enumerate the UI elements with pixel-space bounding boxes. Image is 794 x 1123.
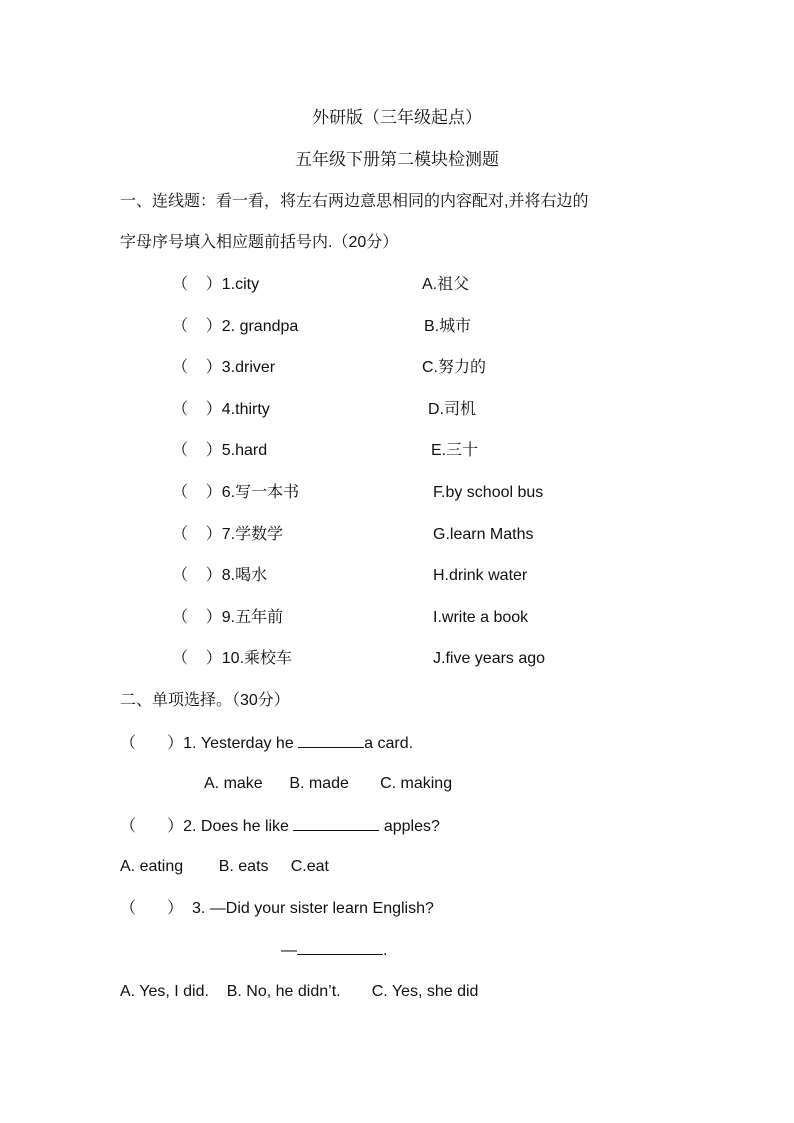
- answer-blank[interactable]: [297, 940, 383, 955]
- match-left-item: （ ）2. grandpa: [172, 318, 299, 335]
- match-left-item: （ ）1.city: [172, 276, 260, 293]
- question-2-text: （ ）2. Does he like: [120, 818, 294, 835]
- match-right-item: E.三十: [431, 442, 479, 459]
- question-1-options: A. make B. made C. making: [204, 775, 453, 792]
- match-right-item: F.by school bus: [433, 484, 544, 501]
- question-1-text: （ ）1. Yesterday he: [120, 735, 299, 752]
- question-2-suffix: apples?: [379, 818, 440, 835]
- match-left-item: （ ）5.hard: [172, 442, 268, 459]
- match-right-item: J.five years ago: [433, 650, 546, 667]
- match-left-item: （ ）8.喝水: [172, 567, 268, 584]
- question-1-suffix: a card.: [364, 735, 414, 752]
- match-left-item: （ ）9.五年前: [172, 609, 284, 626]
- match-left-item: （ ）3.driver: [172, 359, 276, 376]
- question-3: （ ） 3. —Did your sister learn English?: [120, 900, 434, 917]
- title-publisher: 外研版（三年级起点）: [312, 108, 482, 127]
- match-right-item: D.司机: [428, 401, 477, 418]
- question-1: [120, 733, 413, 754]
- match-left-item: （ ）10.乘校车: [172, 650, 293, 667]
- match-right-item: B.城市: [424, 318, 472, 335]
- period: .: [383, 942, 388, 959]
- question-3-options: A. Yes, I did. B. No, he didn’t. C. Yes, she did: [120, 983, 479, 1000]
- question-3-answer: [281, 940, 387, 961]
- section2-heading: 二、单项选择。（30分）: [120, 692, 290, 709]
- question-2: [120, 816, 440, 837]
- match-left-item: （ ）6.写一本书: [172, 484, 300, 501]
- title-exam: 五年级下册第二模块检测题: [295, 150, 499, 169]
- match-right-item: H.drink water: [433, 567, 528, 584]
- section1-heading-line1: 一、连线题：看一看，将左右两边意思相同的内容配对,并将右边的: [120, 193, 589, 210]
- dash: —: [281, 942, 297, 959]
- match-right-item: I.write a book: [433, 609, 529, 626]
- question-2-options: A. eating B. eats C.eat: [120, 858, 329, 875]
- match-right-item: G.learn Maths: [433, 526, 534, 543]
- section1-heading-line2: 字母序号填入相应题前括号内.（20分）: [120, 234, 399, 251]
- match-left-item: （ ）4.thirty: [172, 401, 270, 418]
- match-right-item: C.努力的: [422, 359, 487, 376]
- match-left-item: （ ）7.学数学: [172, 526, 284, 543]
- match-right-item: A.祖父: [422, 276, 470, 293]
- answer-blank[interactable]: [293, 816, 379, 831]
- answer-blank[interactable]: [298, 733, 364, 748]
